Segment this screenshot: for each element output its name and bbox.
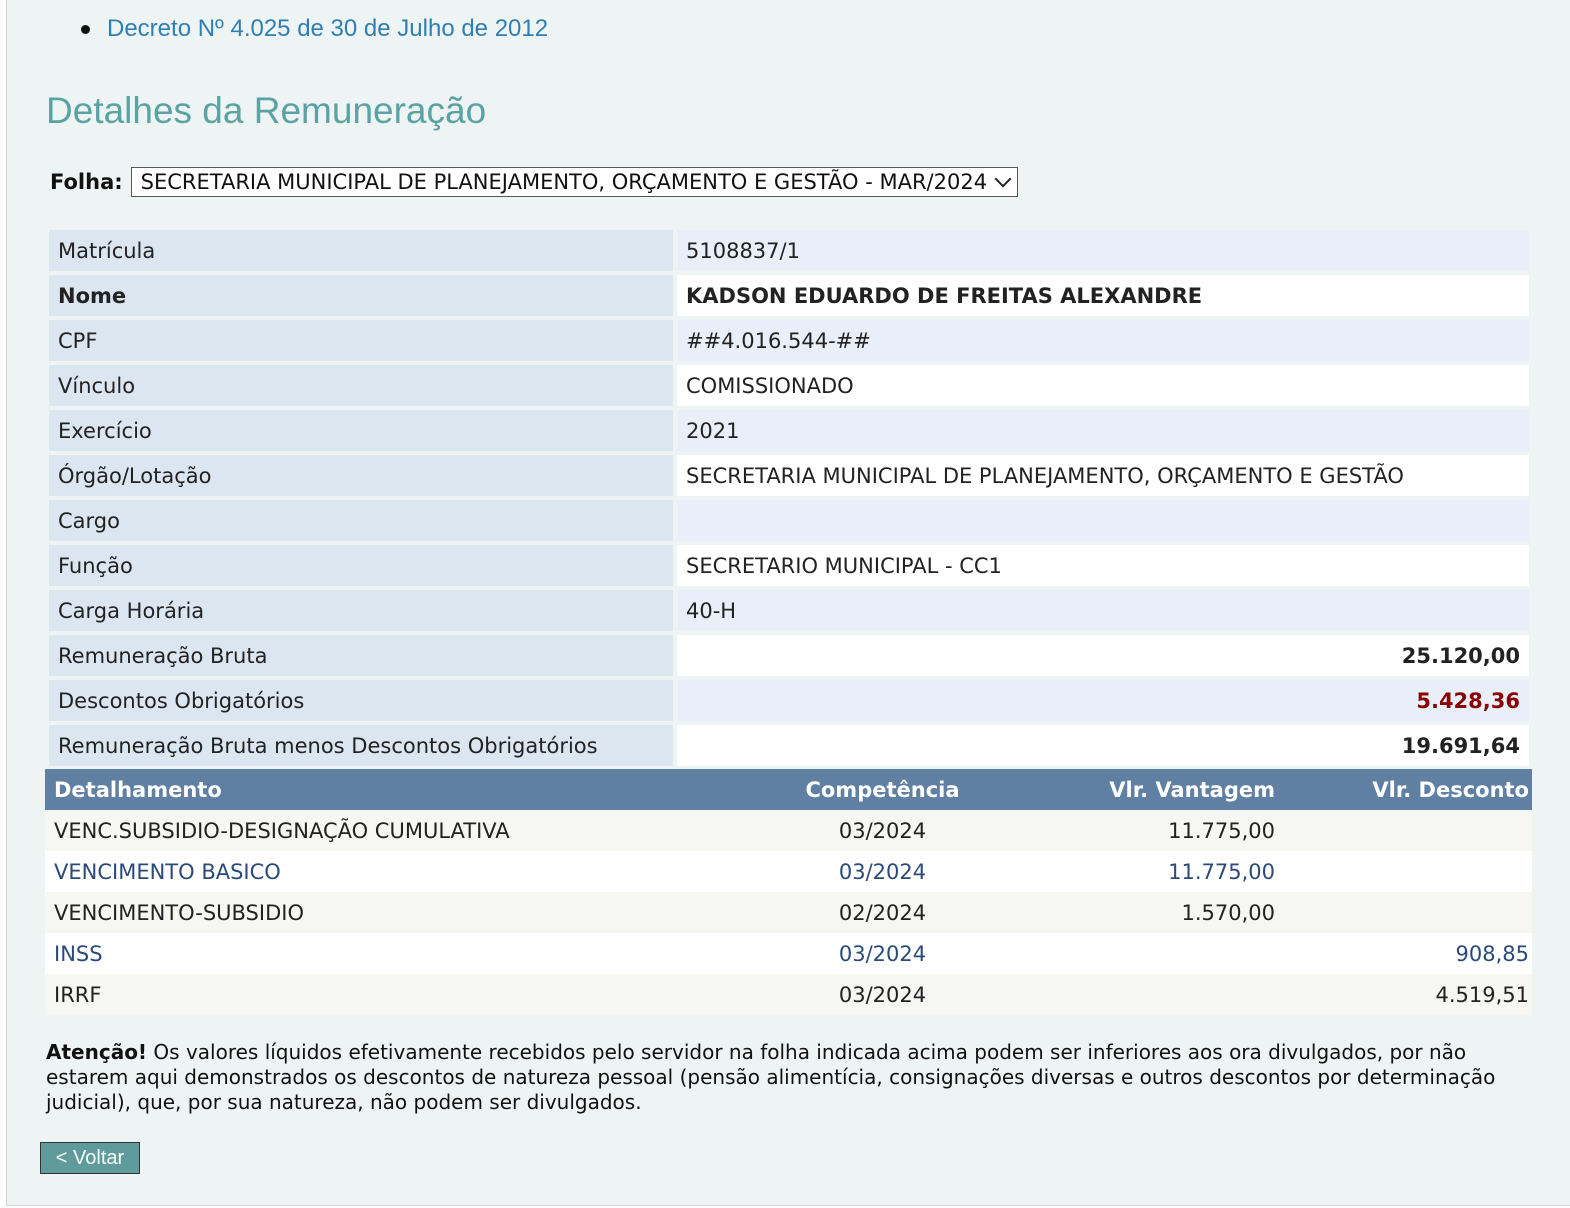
folha-label: Folha:: [50, 170, 123, 194]
info-row-orgao: [49, 455, 1529, 500]
cell-competencia: 02/2024: [838, 900, 927, 925]
cell-vantagem: 11.775,00: [1168, 859, 1275, 884]
info-label: Remuneração Bruta: [49, 635, 673, 676]
info-value: COMISSIONADO: [677, 365, 1529, 406]
info-value: 40-H: [677, 590, 1529, 631]
info-label: Função: [49, 545, 673, 586]
back-button[interactable]: < Voltar: [40, 1142, 140, 1174]
info-row-remuneracao-bruta: [49, 635, 1529, 680]
info-label: Remuneração Bruta menos Descontos Obrigatórios: [49, 725, 673, 766]
page-title: Detalhes da Remuneração: [46, 90, 487, 131]
info-row-cargo: [49, 500, 1529, 545]
table-row: [45, 974, 1532, 1015]
attention-label: Atenção!: [46, 1040, 148, 1064]
folha-selected-value: SECRETARIA MUNICIPAL DE PLANEJAMENTO, ORÇAMENTO E GESTÃO - MAR/2024: [140, 170, 988, 194]
page: [6, 0, 1570, 1206]
cell-detalhamento: INSS: [54, 941, 103, 966]
info-label: Carga Horária: [49, 590, 673, 631]
info-row-carga-horaria: [49, 590, 1529, 635]
cell-desconto: 908,85: [1455, 941, 1529, 966]
info-label: Órgão/Lotação: [49, 455, 673, 496]
cell-competencia: 03/2024: [838, 859, 927, 884]
decree-list-item: [81, 12, 548, 46]
info-row-descontos: [49, 680, 1529, 725]
detalhamento-table: [45, 769, 1532, 1015]
folha-select[interactable]: [131, 167, 1018, 197]
info-value: 5108837/1: [677, 230, 1529, 271]
info-label: CPF: [49, 320, 673, 361]
header-desconto: Vlr. Desconto: [1372, 777, 1529, 802]
info-table: [49, 230, 1529, 770]
info-value: 5.428,36: [677, 680, 1529, 721]
attention-text: Os valores líquidos efetivamente recebidos pelo servidor na folha indicada acima podem ser inferiores aos ora divulgados, por não estarem aqui demonstrados os descontos de natureza pessoal (pensão alimentícia, consignações diversas e outros descontos por determinação judicial), que, por sua natureza, não podem ser divulgados.: [46, 1040, 1496, 1114]
info-value: SECRETARIA MUNICIPAL DE PLANEJAMENTO, ORÇAMENTO E GESTÃO: [677, 455, 1529, 496]
header-vantagem: Vlr. Vantagem: [1109, 777, 1275, 802]
table-header: [45, 769, 1532, 810]
info-label: Nome: [49, 275, 673, 316]
info-value: SECRETARIO MUNICIPAL - CC1: [677, 545, 1529, 586]
info-value: KADSON EDUARDO DE FREITAS ALEXANDRE: [677, 275, 1529, 316]
info-label: Cargo: [49, 500, 673, 541]
chevron-down-icon: [995, 171, 1012, 188]
attention-note: [46, 1040, 1526, 1115]
table-row: [45, 933, 1532, 974]
cell-detalhamento: VENCIMENTO-SUBSIDIO: [54, 900, 304, 925]
info-value: 19.691,64: [677, 725, 1529, 766]
cell-competencia: 03/2024: [838, 982, 927, 1007]
info-label: Exercício: [49, 410, 673, 451]
cell-detalhamento: VENCIMENTO BASICO: [54, 859, 281, 884]
info-row-exercicio: [49, 410, 1529, 455]
info-row-nome: [49, 275, 1529, 320]
cell-detalhamento: IRRF: [54, 982, 102, 1007]
info-label: Vínculo: [49, 365, 673, 406]
table-row: [45, 810, 1532, 851]
info-value: [677, 500, 1529, 541]
cell-vantagem: 11.775,00: [1168, 818, 1275, 843]
info-row-cpf: [49, 320, 1529, 365]
cell-vantagem: 1.570,00: [1181, 900, 1275, 925]
table-row: [45, 851, 1532, 892]
table-row: [45, 892, 1532, 933]
info-row-matricula: [49, 230, 1529, 275]
cell-desconto: 4.519,51: [1435, 982, 1529, 1007]
decree-link[interactable]: Decreto Nº 4.025 de 30 de Julho de 2012: [107, 15, 549, 42]
info-value: ##4.016.544-##: [677, 320, 1529, 361]
cell-competencia: 03/2024: [838, 818, 927, 843]
info-label: Descontos Obrigatórios: [49, 680, 673, 721]
folha-selector: [50, 166, 1018, 198]
cell-detalhamento: VENC.SUBSIDIO-DESIGNAÇÃO CUMULATIVA: [54, 818, 510, 843]
info-label: Matrícula: [49, 230, 673, 271]
header-competencia: Competência: [805, 777, 960, 802]
bullet-icon: [81, 25, 90, 34]
info-row-funcao: [49, 545, 1529, 590]
info-row-vinculo: [49, 365, 1529, 410]
info-row-liquido: [49, 725, 1529, 770]
info-value: 2021: [677, 410, 1529, 451]
cell-competencia: 03/2024: [838, 941, 927, 966]
table-body: [45, 810, 1532, 1015]
info-value: 25.120,00: [677, 635, 1529, 676]
header-detalhamento: Detalhamento: [54, 777, 222, 802]
